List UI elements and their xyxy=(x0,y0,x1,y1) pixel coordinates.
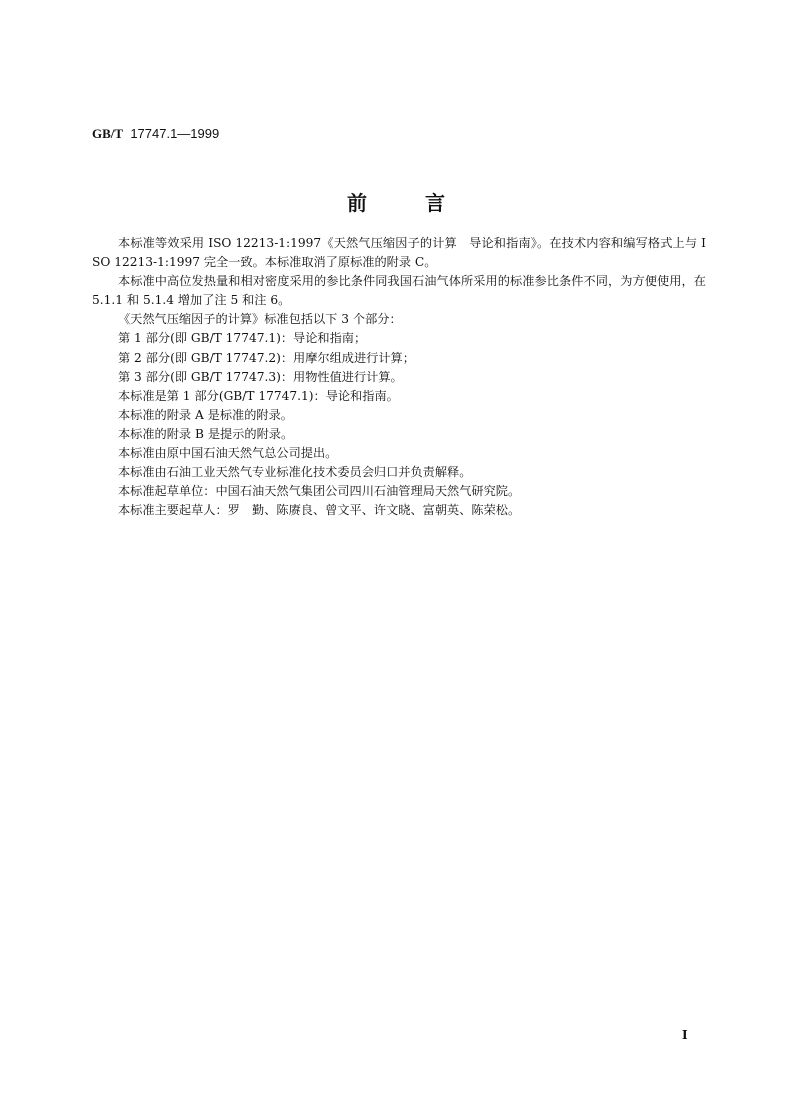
paragraph-annex-a: 本标准的附录 A 是标准的附录。 xyxy=(118,407,293,422)
paragraph-reference-conditions: 本标准中高位发热量和相对密度采用的参比条件同我国石油气体所采用的标准参比条件不同，为方便使用，在 5.1.1 和 5.1.4 增加了注 5 和注 6。 xyxy=(92,274,706,308)
standard-header xyxy=(92,126,219,142)
paragraph-annex-b: 本标准的附录 B 是提示的附录。 xyxy=(118,426,294,441)
paragraph-drafters: 本标准主要起草人：罗 勤、陈赓良、曾文平、许文晓、富朝英、陈荣松。 xyxy=(118,503,521,518)
paragraph-proposed-by: 本标准由原中国石油天然气总公司提出。 xyxy=(118,446,338,461)
list-item-part-1: 第 1 部分(即 GB/T 17747.1)：导论和指南； xyxy=(118,331,367,346)
section-title: 前言 xyxy=(347,191,503,215)
paragraph-parts-intro: 《天然气压缩因子的计算》标准包括以下 3 个部分： xyxy=(118,312,402,327)
paragraph-this-part: 本标准是第 1 部分(GB/T 17747.1)：导论和指南。 xyxy=(118,388,399,403)
standard-code: GB/T xyxy=(92,126,124,141)
standard-number: 17747.1—1999 xyxy=(130,126,220,141)
paragraph-adoption: 本标准等效采用 ISO 12213-1:1997《天然气压缩因子的计算 导论和指南》。在技术内容和编写格式上与 ISO 12213-1:1997 完全一致。本标准取消了原标准的附录 C。 xyxy=(92,236,706,270)
paragraph-responsible: 本标准由石油工业天然气专业标准化技术委员会归口并负责解释。 xyxy=(118,465,472,480)
list-item-part-2: 第 2 部分(即 GB/T 17747.2)：用摩尔组成进行计算； xyxy=(118,350,415,365)
list-item-part-3: 第 3 部分(即 GB/T 17747.3)：用物性值进行计算。 xyxy=(118,369,403,384)
paragraph-drafting-unit: 本标准起草单位：中国石油天然气集团公司四川石油管理局天然气研究院。 xyxy=(118,484,521,499)
foreword-body xyxy=(92,234,706,520)
page-number: Ⅰ xyxy=(682,1028,688,1042)
